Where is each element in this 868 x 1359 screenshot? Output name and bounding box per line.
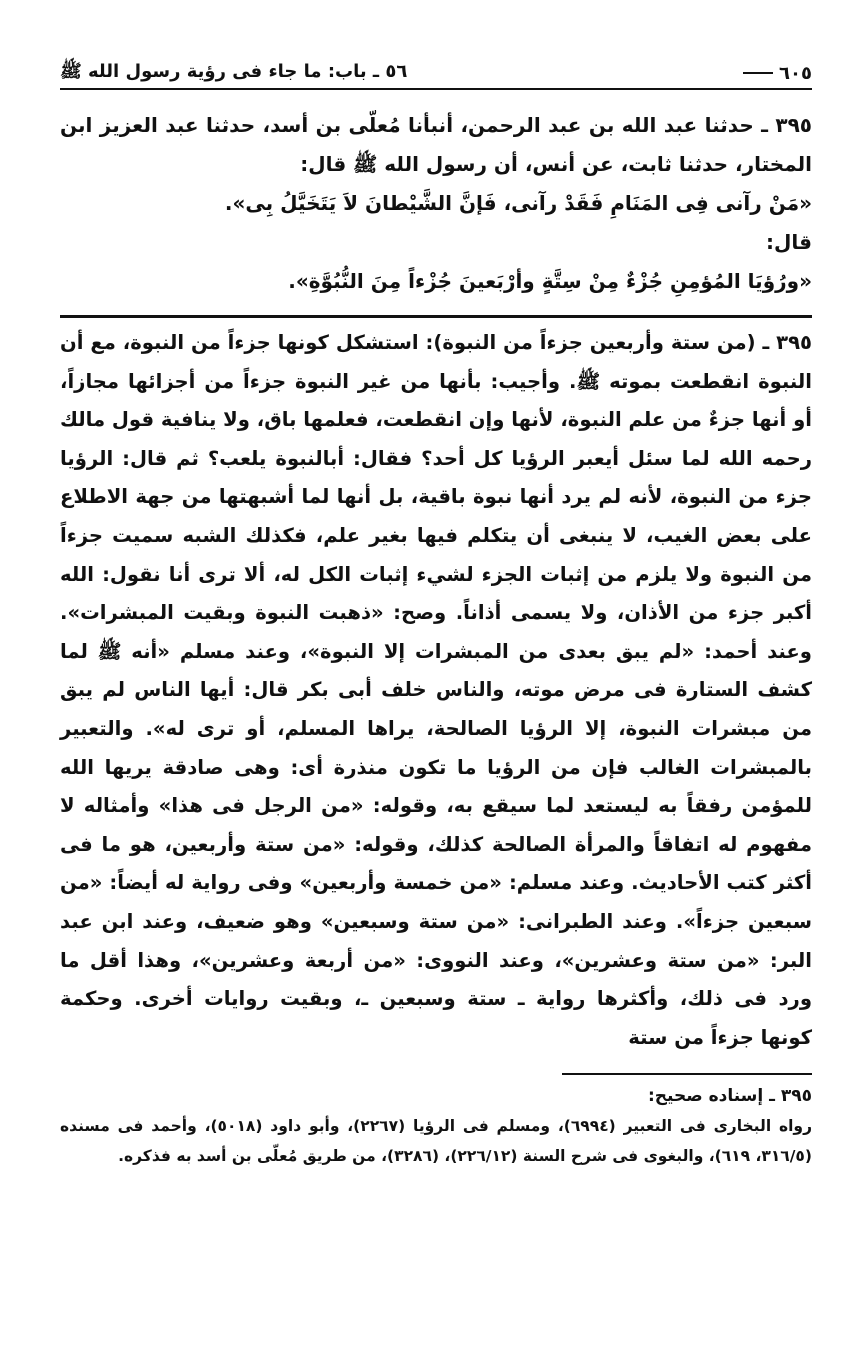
hadith-qal: قال: [766,230,812,254]
book-page [60,58,812,1171]
section-divider [60,315,812,318]
footnote-block [60,1081,812,1171]
hadith-quote-1: «مَنْ رآنى فِى المَنَامِ فَقَدْ رآنى، فَإنَّ الشَّيْطانَ لاَ يَتَخَيَّلُ بِى». [224,191,812,215]
commentary-block [60,324,812,1057]
page-number-rule [743,72,773,74]
footnote-body: رواه البخارى فى التعبير (٦٩٩٤)، ومسلم فى الرؤيا (٢٢٦٧)، وأبو داود (٥٠١٨)، وأحمد فى مسنده (٣١٦/٥، ٦١٩)، والبغوى فى شرح السنة (٢٢٦/١٢)، (٣٢٨٦)، من طريق مُعلّى بن أسد به فذكره. [60,1117,812,1166]
hadith-quote-2: «ورُؤيَا المُؤمِنِ جُزْءٌ مِنْ سِتَّةٍ وأرْبَعينَ جُزْءاً مِنَ النُّبُوَّةِ». [288,269,812,293]
page-header [60,58,812,90]
page-number-group [743,63,812,84]
hadith-isnad: ٣٩٥ ـ حدثنا عبد الله بن عبد الرحمن، أنبأنا مُعلّى بن أسد، حدثنا عبد العزيز ابن المختار، حدثنا ثابت، عن أنس، أن رسول الله ﷺ قال: [60,113,812,176]
hadith-block [60,106,812,301]
commentary-text: ٣٩٥ ـ (من ستة وأربعين جزءاً من النبوة): استشكل كونها جزءاً من النبوة، مع أن النبوة انقطعت بموته ﷺ. وأجيب: بأنها من غير النبوة جزءاً من أجزائها مجازاً، أو أنها جزءٌ من علم النبوة، لأنها وإن انقطعت، فعلمها باق، ولا ينافية قول مالك رحمه الله لما سئل أيعبر الرؤيا كل أحد؟ فقال: أبالنبوة يلعب؟ ثم قال: الرؤيا جزء من النبوة، لأنه لم يرد أنها نبوة باقية، بل أنها لما أشبهتها من جهة الاطلاع على بعض الغيب، لا ينبغى أن يتكلم فيها بغير علم، فكذلك الشبه سميت جزءاً من النبوة ولا يلزم من إثبات الجزء لشيء إثبات الكل له، ألا ترى أنا نقول: الله أكبر جزء من الأذان، ولا يسمى أذاناً. وصح: «ذهبت النبوة وبقيت المبشرات». وعند أحمد: «لم يبق بعدى من المبشرات إلا النبوة»، وعند مسلم «أنه ﷺ لما كشف الستارة فى مرض موته، والناس خلف أبى بكر قال: أيها الناس لم يبق من مبشرات النبوة، إلا الرؤيا الصالحة، يراها المسلم، أو ترى له». والتعبير بالمبشرات الغالب فإن من الرؤيا ما تكون منذرة أى: وهى صادقة يريها الله للمؤمن رفقاً به ليستعد لما سيقع به، وقوله: «من الرجل فى هذا» وأمثاله لا مفهوم له اتفاقاً والمرأة الصالحة كذلك، وقوله: «من ستة وأربعين، هو ما فى أكثر كتب الأحاديث. وعند مسلم: «من خمسة وأربعين» وفى رواية له أيضاً: «من سبعين جزءاً». وعند الطبرانى: «من ستة وسبعين» وهو ضعيف، وعند ابن عبد البر: «من ستة وعشرين»، وعند النووى: «من أربعة وعشرين»، وهذا أقل ما ورد فى ذلك، وأكثرها رواية ـ ستة وسبعين ـ، وبقيت روايات أخرى. وحكمة كونها جزءاً من ستة [60,331,812,1049]
footnote-rule [562,1073,812,1075]
page-number: ٦٠٥ [779,62,812,84]
footnote-heading: ٣٩٥ ـ إسناده صحيح: [647,1086,812,1107]
running-head: ٥٦ ـ باب: ما جاء فى رؤية رسول الله ﷺ [60,61,408,82]
